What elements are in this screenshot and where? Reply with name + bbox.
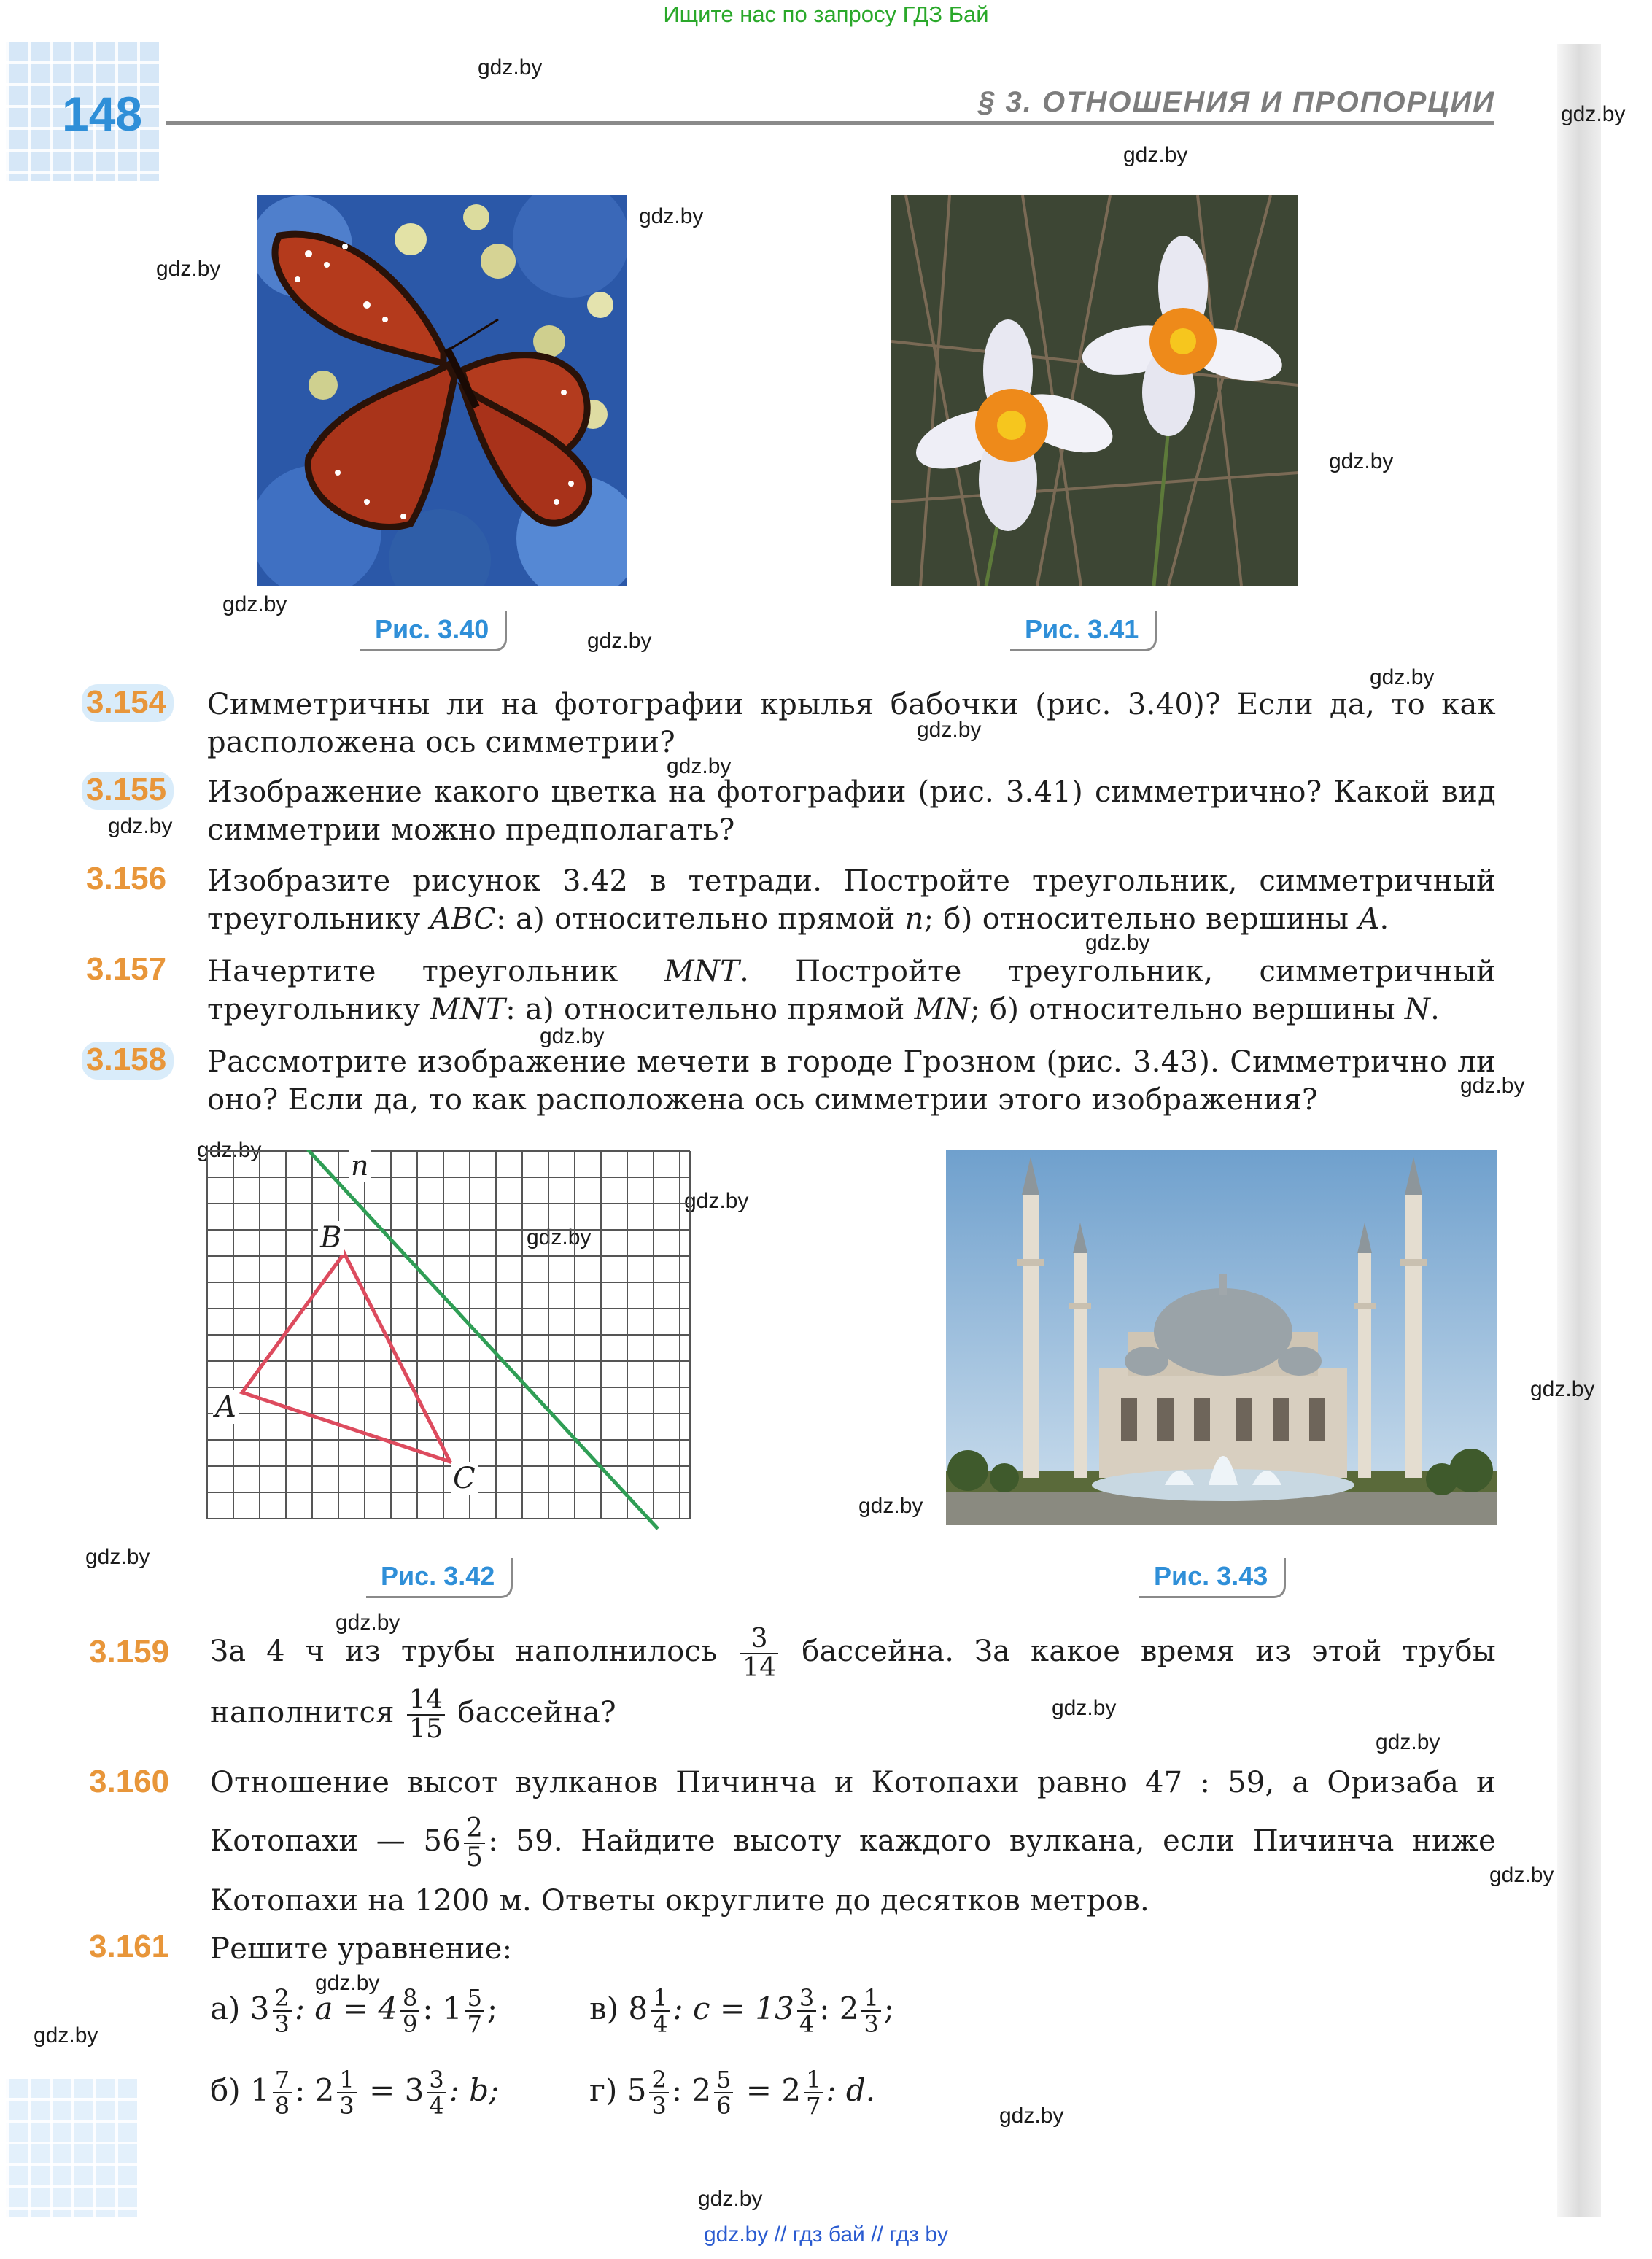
- watermark: gdz.by: [858, 1494, 923, 1518]
- watermark: gdz.by: [478, 55, 543, 80]
- crocus-photo: [891, 195, 1298, 586]
- watermark: gdz.by: [315, 1971, 380, 1995]
- point-label-c: C: [451, 1462, 478, 1495]
- watermark: gdz.by: [1460, 1074, 1525, 1098]
- watermark: gdz.by: [85, 1545, 150, 1569]
- corner-decoration-bottom: [6, 2079, 137, 2217]
- watermark: gdz.by: [336, 1611, 400, 1635]
- figure-caption-3-43: Рис. 3.43: [1139, 1558, 1286, 1598]
- problem-3-161-intro: Решите уравнение:: [210, 1932, 513, 1966]
- problem-3-160-text: Отношение высот вулканов Пичинча и Котопахи равно 47 : 59, а Оризаба и Котопахи — 56 $\frac{2}{5}$ : 59. Найдите высоту каждого вулкана, если Пичинча ниже Котопахи на 1200 м. Ответы округлите до десятков метров.: [210, 1766, 1496, 1918]
- watermark: gdz.by: [667, 754, 732, 778]
- watermark: gdz.by: [540, 1024, 605, 1048]
- fraction: $\frac{14}{15}$: [407, 1686, 445, 1743]
- watermark: gdz.by: [34, 2023, 98, 2047]
- mosque-photo: [946, 1150, 1497, 1525]
- problem-3-154-text: Симметричны ли на фотографии крылья бабочки (рис. 3.40)? Если да, то как расположена ось симметрии?: [207, 688, 1496, 759]
- watermark: gdz.by: [197, 1138, 262, 1162]
- bottom-banner[interactable]: gdz.by // гдз бай // гдз by: [703, 2223, 949, 2247]
- problem-number: 3.156: [86, 861, 167, 896]
- point-label-b: B: [318, 1221, 344, 1255]
- page-edge-shadow: [1557, 44, 1601, 2217]
- watermark: gdz.by: [156, 257, 221, 281]
- watermark: gdz.by: [999, 2104, 1064, 2128]
- problem-number: 3.160: [89, 1764, 170, 1799]
- problem-3-159-text: За 4 ч из трубы наполнилось $\frac{3}{14}$ бассейна. За какое время из этой трубы наполнится $\frac{14}{15}$ бассейна?: [210, 1624, 1497, 1744]
- equation-v: в) 8 $\frac{1}{4}$ : c = 13 $\frac{3}{4}$ : 2 $\frac{1}{3}$ ;: [589, 1984, 894, 2038]
- watermark: gdz.by: [108, 814, 173, 838]
- fraction: $\frac{3}{14}$: [740, 1625, 778, 1682]
- watermark: gdz.by: [587, 629, 652, 653]
- watermark: gdz.by: [1052, 1696, 1117, 1720]
- problem-number: 3.157: [86, 951, 167, 987]
- figure-caption-3-41: Рис. 3.41: [1010, 611, 1157, 651]
- section-title: § 3. ОТНОШЕНИЯ И ПРОПОРЦИИ: [978, 86, 1495, 118]
- line-label-n: n: [349, 1150, 371, 1182]
- butterfly-photo: [257, 195, 627, 586]
- header-rule: [166, 121, 1494, 125]
- watermark: gdz.by: [698, 2187, 763, 2211]
- point-label-a: A: [213, 1390, 239, 1424]
- problem-3-158-text: Рассмотрите изображение мечети в городе Грозном (рис. 3.43). Симметрично ли оно? Если да, то как расположена ось симметрии этого изображения?: [207, 1045, 1496, 1117]
- watermark: gdz.by: [1329, 449, 1394, 473]
- watermark: gdz.by: [1530, 1377, 1595, 1401]
- watermark: gdz.by: [639, 204, 704, 228]
- figure-caption-3-42: Рис. 3.42: [366, 1558, 513, 1598]
- watermark: gdz.by: [1489, 1863, 1554, 1887]
- problem-number: 3.154: [82, 684, 174, 722]
- watermark: gdz.by: [1561, 102, 1626, 126]
- equation-a: а) 3 $\frac{2}{3}$ : a = 4 $\frac{8}{9}$ : 1 $\frac{5}{7}$ ;: [210, 1984, 498, 2038]
- equation-b: б) 1 $\frac{7}{8}$ : 2 $\frac{1}{3}$ = 3 $\frac{3}{4}$ : b;: [210, 2066, 500, 2120]
- problem-number: 3.155: [82, 772, 174, 810]
- watermark: gdz.by: [684, 1189, 749, 1213]
- problem-3-157-text: Начертите треугольник MNT. Постройте треугольник, симметричный треугольнику MNT: а) относительно прямой MN; б) относительно вершины N.: [207, 955, 1497, 1026]
- problem-3-155-text: Изображение какого цветка на фотографии (рис. 3.41) симметрично? Какой вид симметрии можно предполагать?: [207, 775, 1496, 847]
- fraction: $\frac{2}{5}$: [464, 1815, 485, 1872]
- watermark: gdz.by: [917, 718, 982, 742]
- problem-3-156-text: Изобразите рисунок 3.42 в тетради. Постройте треугольник, симметричный треугольнику ABC: а) относительно прямой n; б) относительно вершины A.: [207, 864, 1496, 936]
- watermark: gdz.by: [1123, 143, 1188, 167]
- watermark: gdz.by: [1376, 1730, 1440, 1754]
- watermark: gdz.by: [222, 592, 287, 616]
- problem-number: 3.158: [82, 1042, 174, 1080]
- watermark: gdz.by: [1085, 931, 1150, 955]
- problem-number: 3.161: [89, 1929, 170, 1964]
- line-n: [308, 1150, 658, 1529]
- watermark: gdz.by: [1370, 665, 1435, 689]
- page-number: 148: [62, 87, 143, 141]
- symmetry-diagram: [206, 1150, 691, 1530]
- watermark: gdz.by: [527, 1225, 592, 1249]
- triangle-abc: [242, 1253, 450, 1462]
- top-banner: Ищите нас по запросу ГДЗ Бай: [663, 1, 989, 27]
- problem-number: 3.159: [89, 1634, 170, 1670]
- figure-caption-3-40: Рис. 3.40: [360, 611, 507, 651]
- equation-g: г) 5 $\frac{2}{3}$ : 2 $\frac{5}{6}$ = 2 $\frac{1}{7}$ : d.: [589, 2066, 876, 2120]
